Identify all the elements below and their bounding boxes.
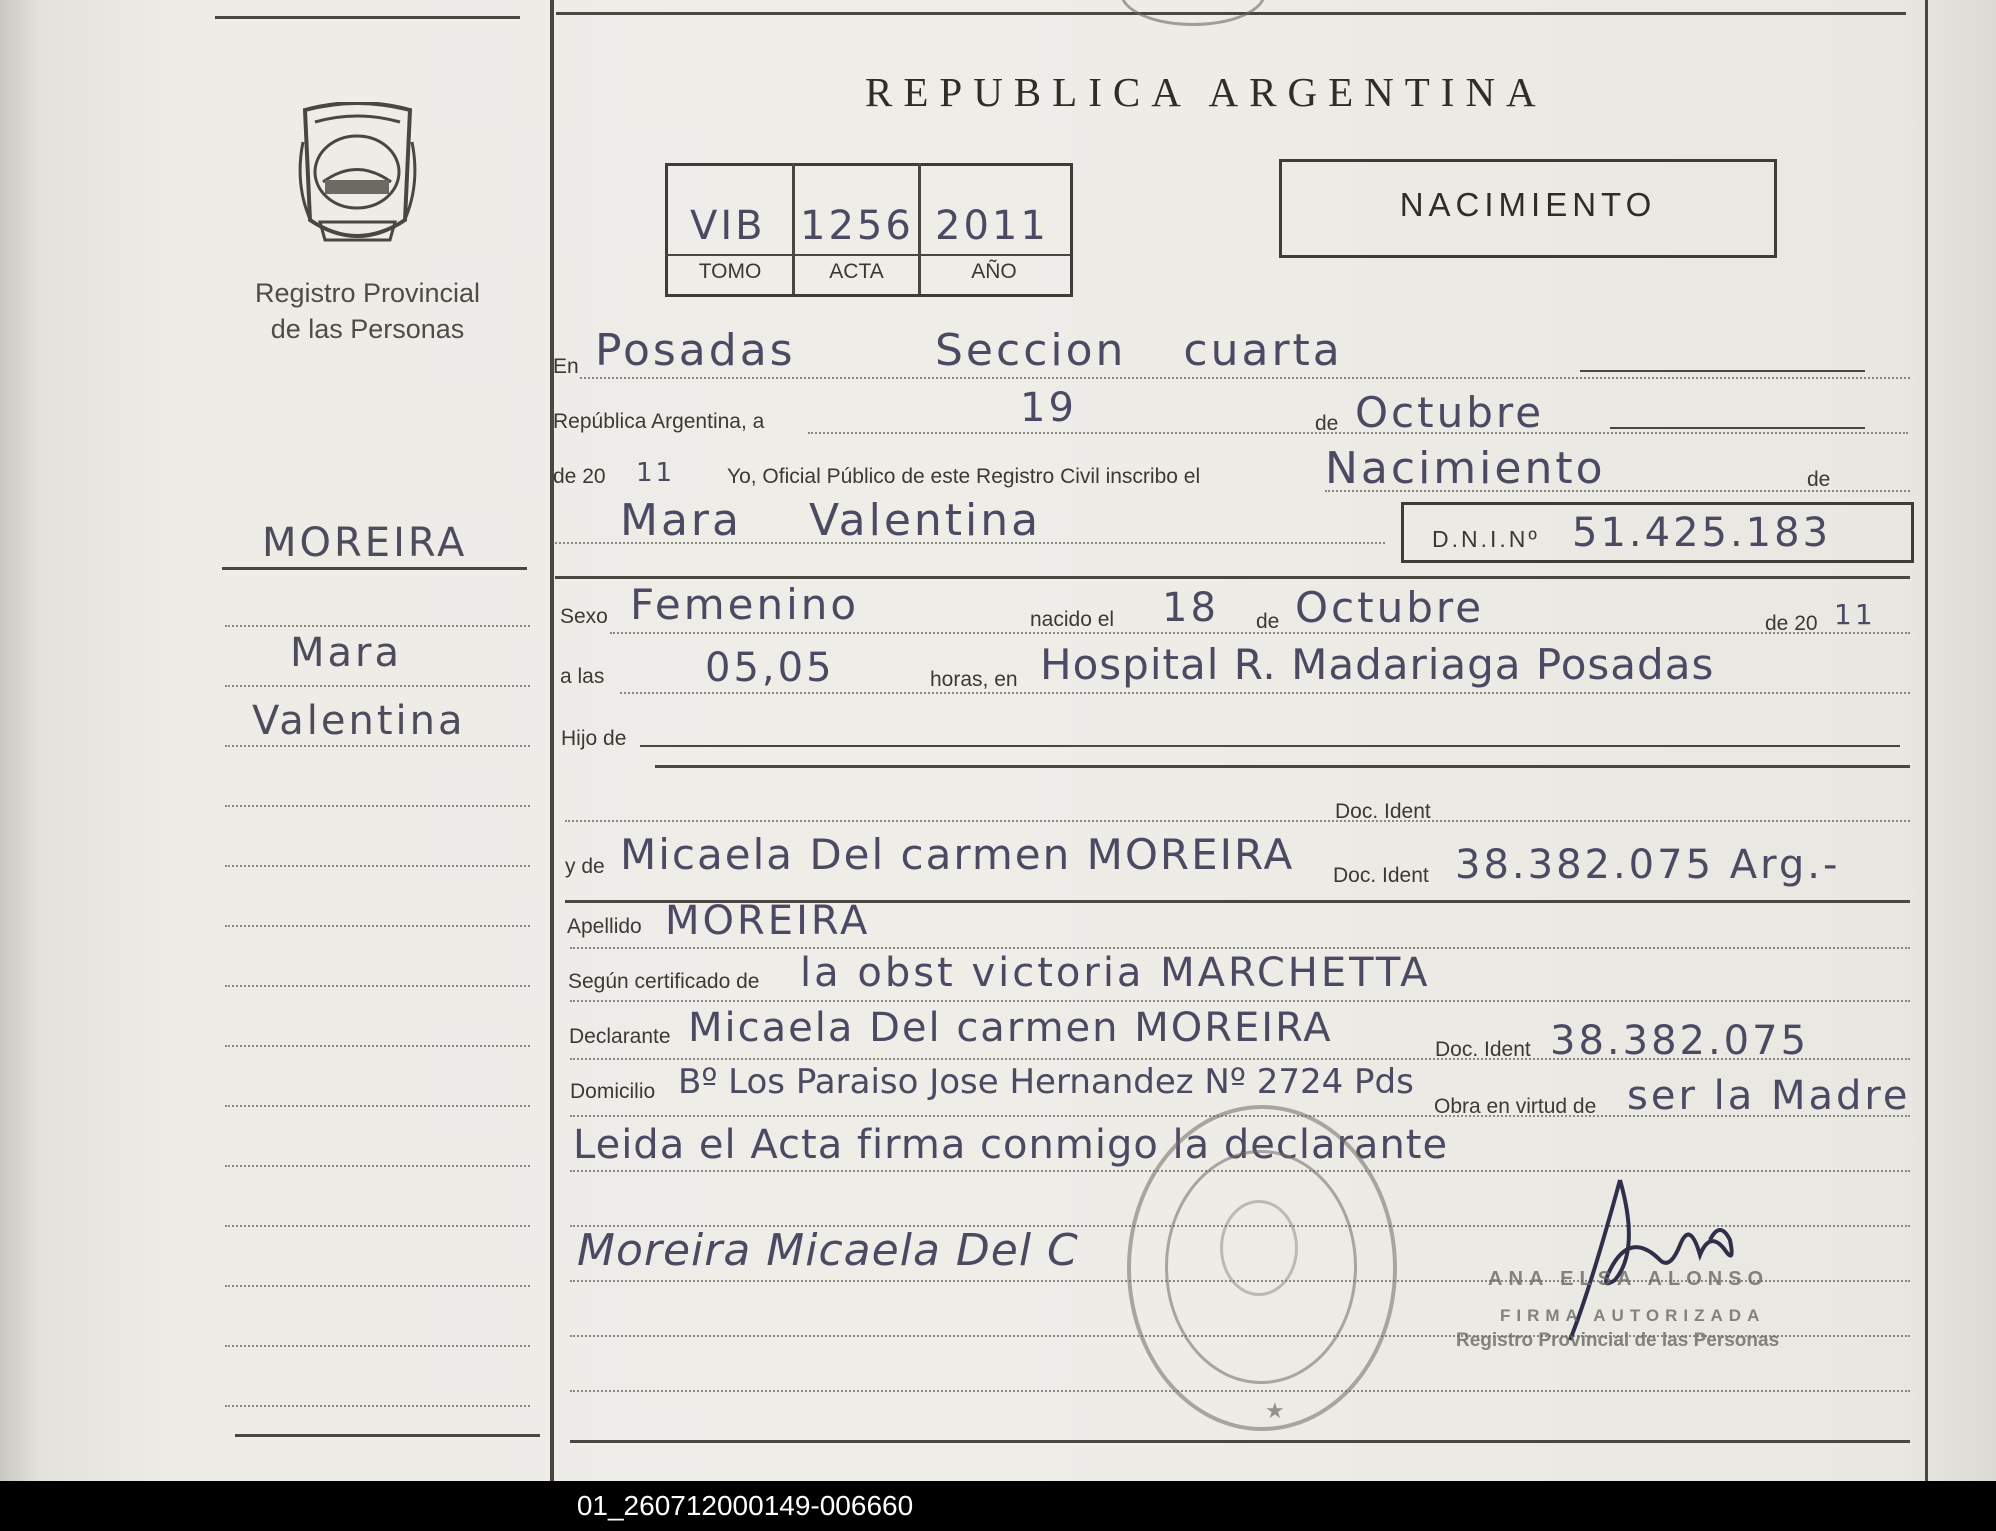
row1-end-rule: [1580, 370, 1865, 372]
margin-surname: MOREIRA: [262, 520, 468, 566]
en-label: En: [553, 355, 579, 378]
row6-dots: [620, 692, 1910, 694]
birth-day: 18: [1162, 585, 1219, 631]
dni-label: D.N.I.Nº: [1432, 526, 1540, 552]
sexo-label: Sexo: [560, 605, 608, 628]
de-label-2: de: [1807, 468, 1831, 491]
de-label-3: de: [1256, 610, 1280, 633]
acta-value: 1256: [800, 203, 914, 249]
month-value: Octubre: [1355, 388, 1545, 437]
place-value: Posadas: [595, 325, 796, 376]
registry-name: Registro Provincial de las Personas: [254, 278, 481, 344]
alas-label: a las: [560, 665, 605, 688]
birth-year: 11: [1834, 598, 1876, 631]
margin-bottom-rule: [235, 1434, 540, 1437]
birth-month: Octubre: [1295, 583, 1485, 632]
dni-value: 51.425.183: [1572, 510, 1832, 556]
yo-text: Yo, Oficial Público de este Registro Civil inscribo el: [727, 465, 1201, 488]
yde-label: y de: [565, 855, 605, 878]
apellido-value: MOREIRA: [665, 898, 871, 944]
sexo-value: Femenino: [630, 580, 860, 629]
seal-star-icon: ★: [1265, 1398, 1285, 1423]
horas-label: horas, en: [930, 668, 1018, 691]
name-value: Mara Valentina: [620, 495, 1042, 546]
declarante-label: Declarante: [569, 1025, 671, 1048]
obra-label: Obra en virtud de: [1434, 1095, 1597, 1118]
doc-ident-label-3: Doc. Ident: [1435, 1038, 1531, 1061]
act-type: NACIMIENTO: [1399, 186, 1657, 223]
row11-dots: [570, 1000, 1910, 1002]
row5-dots: [610, 632, 1910, 634]
hijo-label: Hijo de: [561, 727, 627, 750]
margin-given-2: Valentina: [252, 698, 466, 744]
ref-table-row-divider: [665, 254, 1070, 256]
closing-text: Leida el Acta firma conmigo la declarante: [573, 1122, 1449, 1168]
declarant-signature: Moreira Micaela Del C: [577, 1225, 1079, 1276]
coat-of-arms-icon: [295, 102, 420, 250]
act-written: Nacimiento: [1325, 443, 1606, 494]
right-border: [1925, 0, 1928, 1481]
nacido-label: nacido el: [1030, 608, 1115, 631]
declarante-doc: 38.382.075: [1550, 1018, 1810, 1064]
margin-given-1: Mara: [290, 630, 402, 676]
row2-dots: [808, 432, 1908, 434]
row8-dots: [565, 820, 1910, 822]
republica-label: República Argentina, a: [553, 410, 765, 433]
declarante-value: Micaela Del carmen MOREIRA: [688, 1005, 1333, 1051]
day-value: 19: [1020, 385, 1077, 431]
ano-value: 2011: [935, 203, 1049, 249]
ano-label: AÑO: [971, 260, 1017, 283]
domicilio-value: Bº Los Paraiso Jose Hernandez Nº 2724 Pds: [678, 1062, 1414, 1102]
image-caption: 01_260712000149-006660: [576, 1490, 914, 1521]
row10-dots: [570, 947, 1910, 949]
top-rule-left: [215, 16, 520, 19]
row7-rule: [640, 745, 1900, 747]
year-suffix: 11: [636, 458, 676, 488]
doc-ident-label-1: Doc. Ident: [1335, 800, 1431, 823]
row3-dots: [1325, 490, 1910, 492]
row2-end-rule: [1610, 427, 1865, 429]
seal-emblem: [1220, 1200, 1298, 1296]
section-rule-1: [555, 576, 1910, 579]
row4-dots: [555, 542, 1385, 544]
certificado-value: la obst victoria MARCHETTA: [800, 950, 1431, 996]
acta-label: ACTA: [829, 260, 884, 283]
doc-ident-label-2: Doc. Ident: [1333, 864, 1429, 887]
year-label: de 20: [1765, 612, 1818, 635]
official-authorized: FIRMA AUTORIZADA: [1500, 1306, 1766, 1325]
domicilio-label: Domicilio: [570, 1080, 656, 1103]
section-value: Seccion cuarta: [935, 325, 1343, 376]
tomo-label: TOMO: [698, 260, 762, 283]
bottom-rule: [570, 1440, 1910, 1443]
row1-dots: [580, 377, 1910, 379]
left-page-divider: [550, 0, 554, 1481]
de-label-1: de: [1315, 412, 1339, 435]
country-title: REPUBLICA ARGENTINA: [865, 69, 1547, 115]
mother-doc: 38.382.075 Arg.-: [1455, 842, 1841, 888]
section-rule-2: [655, 765, 1910, 768]
obra-value: ser la Madre: [1627, 1073, 1911, 1119]
tomo-value: VIB: [690, 203, 766, 249]
mother-value: Micaela Del carmen MOREIRA: [620, 830, 1295, 879]
year-prefix: de 20: [553, 465, 606, 488]
row12-dots: [570, 1058, 1910, 1060]
segun-label: Según certificado de: [568, 970, 760, 993]
time-value: 05,05: [705, 645, 835, 691]
official-name: ANA ELSA ALONSO: [1488, 1268, 1770, 1290]
place-of-birth: Hospital R. Madariaga Posadas: [1040, 640, 1715, 689]
margin-surname-rule: [222, 567, 527, 570]
official-registry: Registro Provincial de las Personas: [1456, 1330, 1780, 1351]
apellido-label: Apellido: [567, 915, 642, 938]
